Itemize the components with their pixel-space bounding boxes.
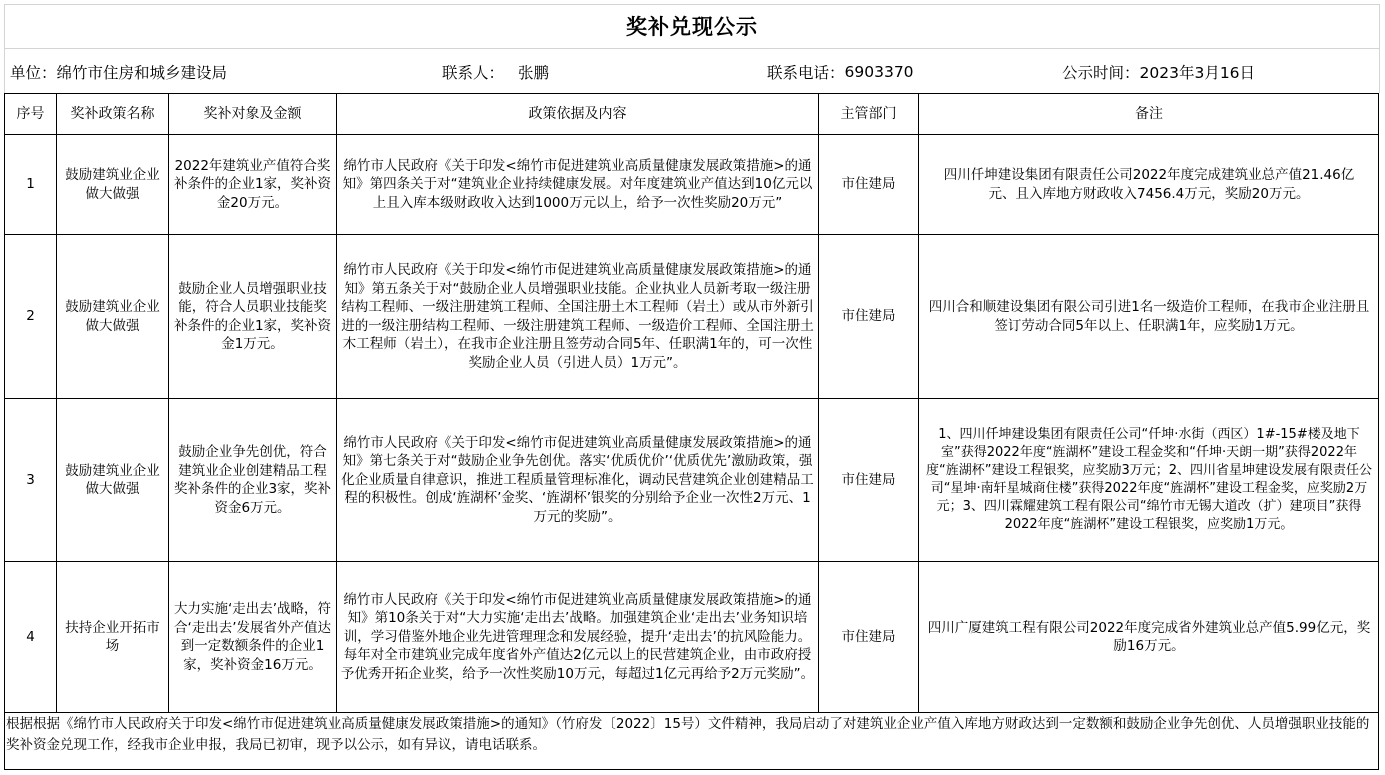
contact-value: 张鹏	[518, 64, 550, 82]
row3-index: 3	[26, 471, 35, 488]
row1-index: 1	[26, 176, 35, 193]
date-label: 公示时间：	[1062, 64, 1140, 82]
row3-department: 市住建局	[841, 471, 896, 488]
row3-basis: 绵竹市人民政府《关于印发<绵竹市促进建筑业高质量健康发展政策措施>的通知》第七条关于对“鼓励企业争先创优。落实‘优质优价’‘优质优先’激励政策，强化企业质量自律意识，推进工程质量管理标准化，调动民营建筑企业创建精品工程的积极性。创成‘旌湖杯’金奖、‘旌湖杯’银奖的分别给予企业一次性2万元、1万元的奖励”。	[341, 434, 814, 525]
grid-line	[4, 48, 1380, 49]
date-value: 2023年3月16日	[1139, 64, 1256, 82]
row4-target: 大力实施‘走出去’战略，符合‘走出去’发展省外产值达到一定数额条件的企业1家，奖补资金16万元。	[173, 601, 332, 673]
unit-label: 单位：	[10, 64, 57, 82]
row2-department: 市住建局	[841, 308, 896, 325]
header-target-amount: 奖补对象及金额	[203, 105, 302, 122]
date-info	[1062, 52, 1255, 92]
footnote: 根据根据《绵竹市人民政府关于印发<绵竹市促进建筑业高质量健康发展政策措施>的通知》（竹府发〔2022〕15号）文件精神，我局启动了对建筑业企业产值入库地方财政达到一定数额和鼓励企业争先创优、人员增强职业技能的奖补资金兑现工作，经我市企业申报，我局已初审，现予以公示，如有异议，请电话联系。	[6, 716, 1370, 753]
row2-target: 鼓励企业人员增强职业技能，符合人员职业技能奖补条件的企业1家，奖补资金1万元。	[173, 280, 332, 352]
unit-value: 绵竹市住房和城乡建设局	[56, 64, 228, 82]
phone-value: 6903370	[844, 63, 914, 81]
header-remark: 备注	[1135, 105, 1163, 122]
row2-remark: 四川合和顺建设集团有限公司引进1名一级造价工程师，在我市企业注册且签订劳动合同5年以上、任职满1年，应奖励1万元。	[928, 299, 1370, 334]
row2-policy: 鼓励建筑业企业做大做强	[65, 299, 160, 334]
row1-remark: 四川仟坤建设集团有限责任公司2022年度完成建筑业总产值21.46亿元、且入库地方财政收入7456.4万元，奖励20万元。	[943, 167, 1355, 202]
row-divider	[4, 712, 1379, 713]
header-policy-name: 奖补政策名称	[70, 105, 155, 122]
row3-target: 鼓励企业争先创优，符合建筑业企业创建精品工程奖补条件的企业3家，奖补资金6万元。	[173, 444, 332, 516]
header-policy-basis: 政策依据及内容	[528, 105, 627, 122]
row2-index: 2	[26, 308, 35, 325]
row4-policy: 扶持企业开拓市场	[65, 619, 160, 654]
row1-policy: 鼓励建筑业企业做大做强	[65, 167, 160, 202]
unit-info	[10, 52, 227, 92]
contact-info	[442, 52, 549, 92]
row2-basis: 绵竹市人民政府《关于印发<绵竹市促进建筑业高质量健康发展政策措施>的通知》第五条关于对“鼓励企业人员增强职业技能。企业执业人员新考取一级注册结构工程师、一级注册建筑工程师、全国注册土木工程师（岩土）或从市外新引进的一级注册结构工程师、一级注册建筑工程师、一级造价工程师、全国注册土木工程师（岩土），在我市企业注册且签劳动合同5年、任职满1年的，可一次性奖励企业人员（引进人员）1万元”。	[341, 262, 814, 371]
row4-index: 4	[26, 628, 35, 645]
phone-info	[767, 52, 914, 92]
header-index: 序号	[16, 105, 45, 122]
page-title: 奖补兑现公示	[626, 15, 758, 39]
row3-policy: 鼓励建筑业企业做大做强	[65, 462, 160, 497]
contact-label: 联系人：	[442, 64, 505, 82]
row1-target: 2022年建筑业产值符合奖补条件的企业1家，奖补资金20万元。	[173, 157, 332, 211]
row1-department: 市住建局	[841, 176, 896, 193]
header-department: 主管部门	[840, 105, 897, 122]
row1-basis: 绵竹市人民政府《关于印发<绵竹市促进建筑业高质量健康发展政策措施>的通知》第四条关于对“建筑业企业持续健康发展。对年度建筑业产值达到10亿元以上且入库本级财政收入达到1000万元以上，给予一次性奖励20万元”	[342, 157, 813, 211]
phone-label: 联系电话：	[767, 64, 845, 82]
row4-basis: 绵竹市人民政府《关于印发<绵竹市促进建筑业高质量健康发展政策措施>的通知》第10条关于对“大力实施‘走出去’战略。加强建筑企业‘走出去’业务知识培训，学习借鉴外地企业先进管理理念和发展经验，提升‘走出去’的抗风险能力。每年对全市建筑业完成年度省外产值达2亿元以上的民营建筑企业，由市政府授予优秀开拓企业奖，给予一次性奖励10万元，每超过1亿元再给予2万元奖励”。	[340, 591, 815, 682]
row3-remark: 1、四川仟坤建设集团有限责任公司“仟坤·水街（西区）1#-15#楼及地下室”获得2022年度“旌湖杯”建设工程金奖和“仟坤·天朗一期”获得2022年度“旌湖杯”建设工程银奖，应奖励3万元；2、四川省星坤建设发展有限责任公司“星坤·南轩星城商住楼”获得2022年度“旌湖杯”建设工程金奖，应奖励2万元；3、四川霖耀建筑工程有限公司“绵竹市无锡大道改（扩）建项目”获得2022年度“旌湖杯”建设工程银奖，应奖励1万元。	[925, 427, 1372, 532]
row4-remark: 四川广厦建筑工程有限公司2022年度完成省外建筑业总产值5.99亿元，奖励16万元。	[927, 619, 1371, 654]
row4-department: 市住建局	[841, 628, 896, 645]
